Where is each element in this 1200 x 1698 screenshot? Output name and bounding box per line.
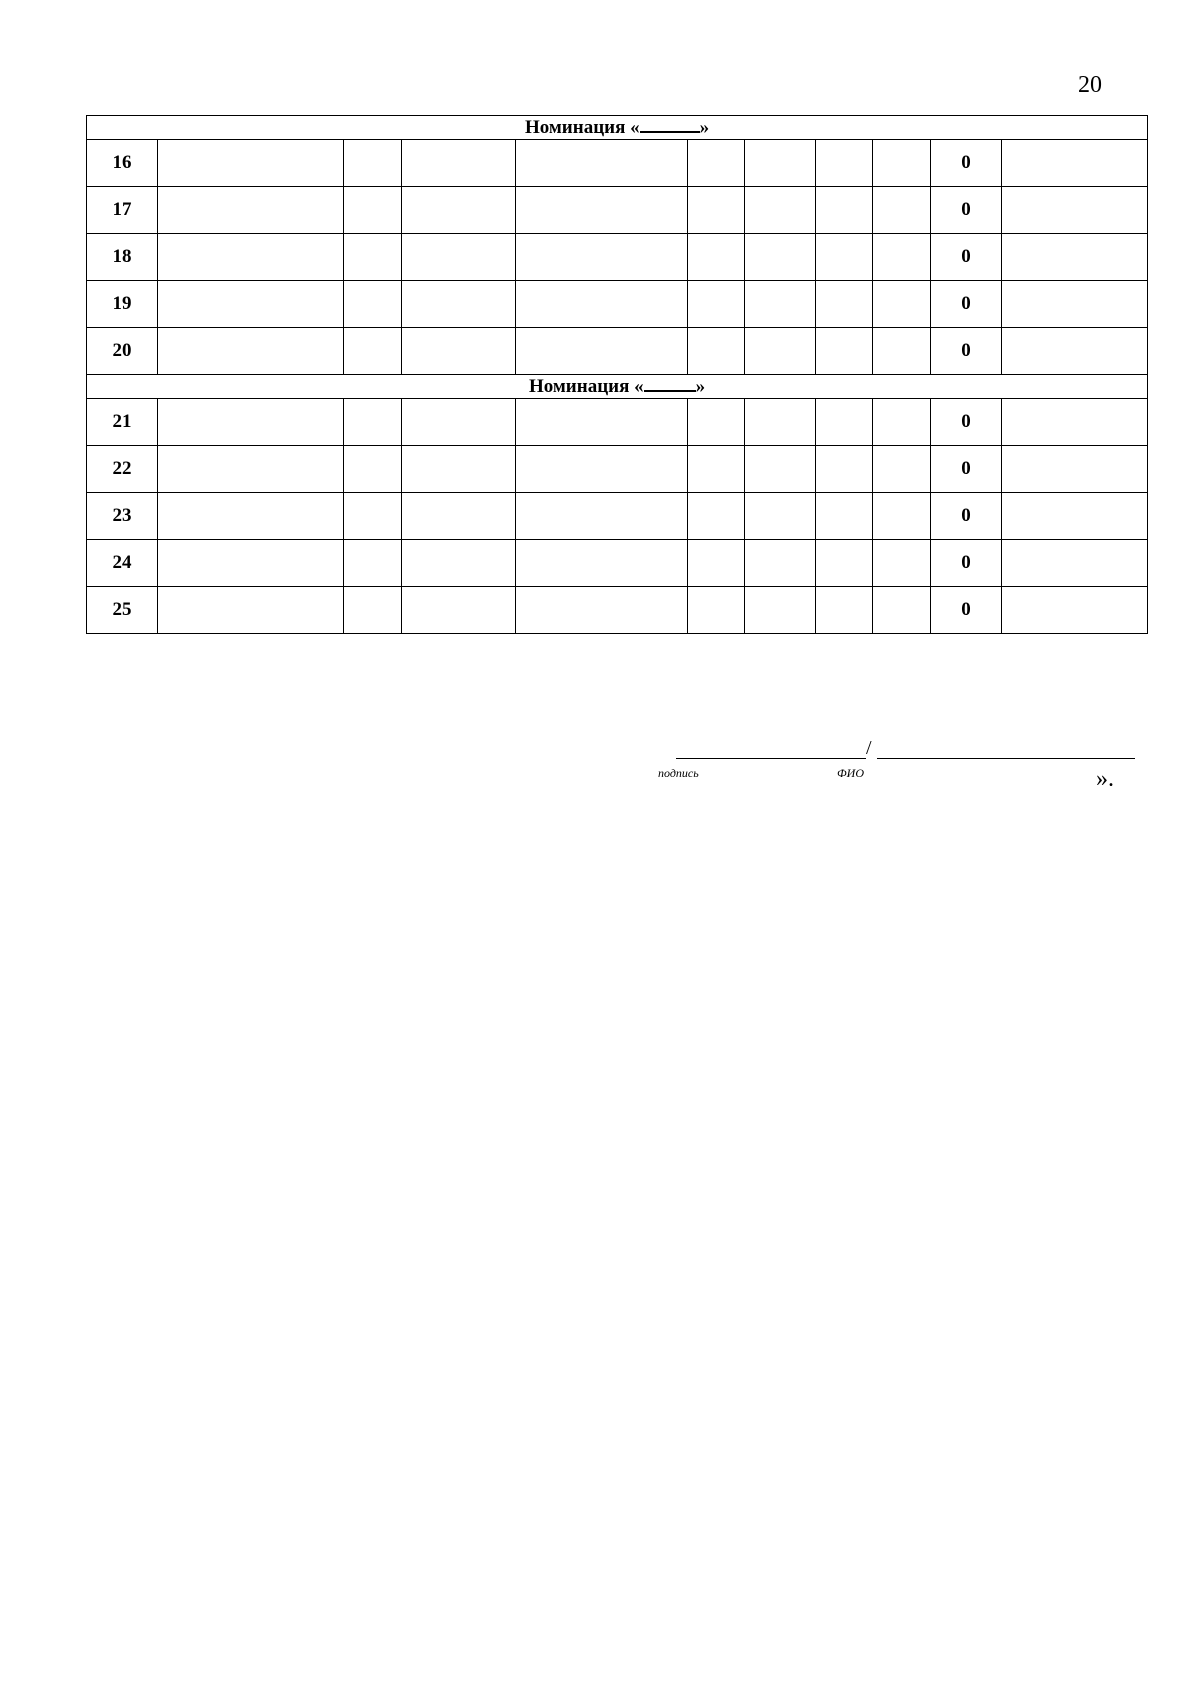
signature-line <box>676 758 866 759</box>
empty-cell <box>344 446 402 493</box>
empty-cell <box>516 281 688 328</box>
empty-cell <box>816 281 873 328</box>
nomination-title-prefix: Номинация « <box>524 117 640 138</box>
empty-cell <box>1002 281 1148 328</box>
empty-cell <box>402 234 516 281</box>
empty-cell <box>873 493 931 540</box>
empty-cell <box>344 328 402 375</box>
empty-cell <box>745 446 816 493</box>
table-row <box>87 281 1148 328</box>
table-row <box>87 540 1148 587</box>
row-number: 24 <box>87 540 158 587</box>
empty-cell <box>344 540 402 587</box>
empty-cell <box>688 446 745 493</box>
empty-cell <box>688 281 745 328</box>
empty-cell <box>1002 446 1148 493</box>
empty-cell <box>873 187 931 234</box>
signature-separator: / <box>866 737 872 759</box>
empty-cell <box>1002 493 1148 540</box>
empty-cell <box>1002 234 1148 281</box>
page-number: 20 <box>1078 72 1102 98</box>
table-row <box>87 140 1148 187</box>
empty-cell <box>158 281 344 328</box>
empty-cell <box>344 187 402 234</box>
empty-cell <box>873 281 931 328</box>
empty-cell <box>688 587 745 634</box>
table-row <box>87 446 1148 493</box>
empty-cell <box>688 399 745 446</box>
empty-cell <box>816 587 873 634</box>
empty-cell <box>402 328 516 375</box>
empty-cell <box>402 281 516 328</box>
empty-cell <box>158 187 344 234</box>
table-row <box>87 187 1148 234</box>
empty-cell <box>745 540 816 587</box>
empty-cell <box>402 493 516 540</box>
empty-cell <box>158 328 344 375</box>
closing-quote: ». <box>1096 766 1114 792</box>
empty-cell <box>745 140 816 187</box>
total-score: 0 <box>931 187 1002 234</box>
table-row <box>87 587 1148 634</box>
row-number: 18 <box>87 234 158 281</box>
empty-cell <box>1002 140 1148 187</box>
empty-cell <box>344 140 402 187</box>
row-number: 19 <box>87 281 158 328</box>
empty-cell <box>158 587 344 634</box>
empty-cell <box>402 187 516 234</box>
empty-cell <box>516 234 688 281</box>
total-score: 0 <box>931 493 1002 540</box>
empty-cell <box>158 446 344 493</box>
empty-cell <box>158 399 344 446</box>
nomination-title-suffix: » <box>699 117 710 138</box>
empty-cell <box>745 493 816 540</box>
empty-cell <box>688 540 745 587</box>
row-number: 22 <box>87 446 158 493</box>
empty-cell <box>1002 399 1148 446</box>
empty-cell <box>158 140 344 187</box>
empty-cell <box>816 234 873 281</box>
empty-cell <box>816 328 873 375</box>
row-number: 21 <box>87 399 158 446</box>
empty-cell <box>516 446 688 493</box>
empty-cell <box>745 187 816 234</box>
empty-cell <box>344 281 402 328</box>
nomination-title-prefix: Номинация « <box>528 376 644 397</box>
empty-cell <box>873 446 931 493</box>
empty-cell <box>745 399 816 446</box>
empty-cell <box>1002 587 1148 634</box>
empty-cell <box>745 281 816 328</box>
total-score: 0 <box>931 587 1002 634</box>
empty-cell <box>816 187 873 234</box>
empty-cell <box>816 493 873 540</box>
table-row <box>87 234 1148 281</box>
nomination-title <box>87 375 1148 399</box>
empty-cell <box>516 187 688 234</box>
table-row <box>87 493 1148 540</box>
empty-cell <box>158 540 344 587</box>
row-number: 25 <box>87 587 158 634</box>
name-line <box>877 758 1135 759</box>
empty-cell <box>1002 328 1148 375</box>
total-score: 0 <box>931 399 1002 446</box>
empty-cell <box>816 540 873 587</box>
total-score: 0 <box>931 140 1002 187</box>
name-caption: ФИО <box>837 766 864 780</box>
empty-cell <box>745 234 816 281</box>
total-score: 0 <box>931 540 1002 587</box>
nomination-header-row <box>87 116 1148 140</box>
nomination-blank <box>644 375 696 392</box>
signature-caption: подпись <box>658 766 699 780</box>
total-score: 0 <box>931 234 1002 281</box>
nomination-header-row <box>87 375 1148 399</box>
empty-cell <box>688 493 745 540</box>
empty-cell <box>873 587 931 634</box>
empty-cell <box>1002 540 1148 587</box>
empty-cell <box>402 587 516 634</box>
empty-cell <box>516 140 688 187</box>
empty-cell <box>516 540 688 587</box>
empty-cell <box>873 399 931 446</box>
empty-cell <box>158 234 344 281</box>
empty-cell <box>816 399 873 446</box>
total-score: 0 <box>931 328 1002 375</box>
empty-cell <box>516 399 688 446</box>
scores-table <box>86 115 1148 634</box>
row-number: 17 <box>87 187 158 234</box>
empty-cell <box>344 493 402 540</box>
empty-cell <box>402 140 516 187</box>
empty-cell <box>402 446 516 493</box>
empty-cell <box>745 328 816 375</box>
empty-cell <box>873 140 931 187</box>
row-number: 16 <box>87 140 158 187</box>
empty-cell <box>688 328 745 375</box>
total-score: 0 <box>931 281 1002 328</box>
empty-cell <box>688 234 745 281</box>
empty-cell <box>873 328 931 375</box>
total-score: 0 <box>931 446 1002 493</box>
table-row <box>87 399 1148 446</box>
empty-cell <box>344 587 402 634</box>
row-number: 20 <box>87 328 158 375</box>
nomination-title <box>87 116 1148 140</box>
nomination-title-suffix: » <box>695 376 706 397</box>
empty-cell <box>1002 187 1148 234</box>
empty-cell <box>516 493 688 540</box>
empty-cell <box>816 140 873 187</box>
empty-cell <box>873 234 931 281</box>
empty-cell <box>688 140 745 187</box>
empty-cell <box>745 587 816 634</box>
empty-cell <box>158 493 344 540</box>
empty-cell <box>816 446 873 493</box>
empty-cell <box>402 399 516 446</box>
row-number: 23 <box>87 493 158 540</box>
empty-cell <box>516 328 688 375</box>
empty-cell <box>873 540 931 587</box>
nomination-blank <box>640 116 700 133</box>
empty-cell <box>688 187 745 234</box>
empty-cell <box>344 399 402 446</box>
empty-cell <box>344 234 402 281</box>
table-row <box>87 328 1148 375</box>
empty-cell <box>402 540 516 587</box>
empty-cell <box>516 587 688 634</box>
